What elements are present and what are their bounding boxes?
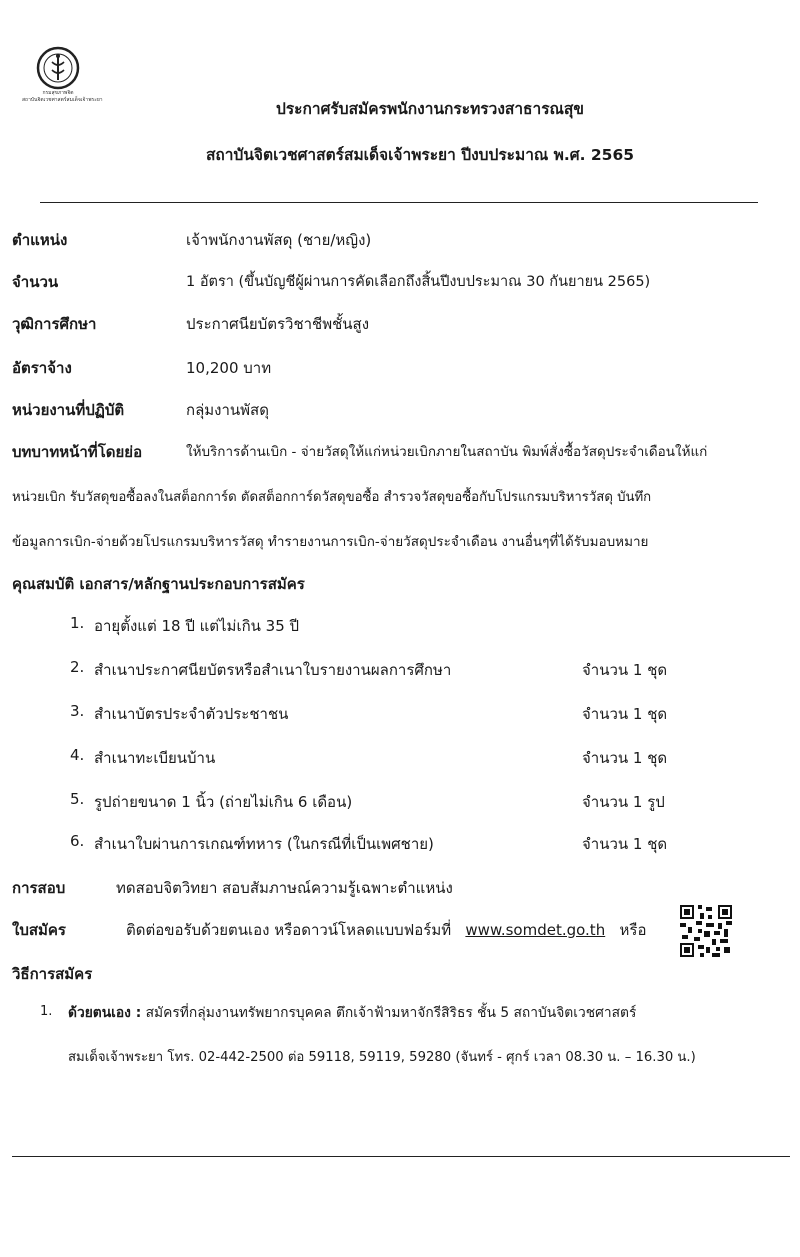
qualification-text: รูปถ่ายขนาด 1 นิ้ว (ถ่ายไม่เกิน 6 เดือน) [94, 793, 353, 811]
qualification-text: สำเนาทะเบียนบ้าน [94, 749, 216, 767]
qualification-qty: จำนวน 1 ชุด [582, 835, 668, 853]
qualification-qty: จำนวน 1 ชุด [582, 705, 668, 723]
seal-icon [36, 46, 80, 90]
education-value: ประกาศนียบัตรวิชาชีพชั้นสูง [186, 315, 370, 333]
qualification-num: 3. [70, 702, 85, 720]
title-line-1: ประกาศรับสมัครพนักงานกระทรวงสาธารณสุข [276, 100, 584, 118]
header-divider [40, 202, 758, 203]
application-text [126, 918, 646, 942]
title-line-2: สถาบันจิตเวชศาสตร์สมเด็จเจ้าพระยา ปีงบประมาณ พ.ศ. 2565 [205, 146, 635, 164]
position-label: ตำแหน่ง [12, 231, 68, 249]
logo-caption-2: สถาบันจิตเวชศาสตร์สมเด็จเจ้าพระยา [22, 97, 103, 103]
salary-value: 10,200 บาท [186, 359, 272, 377]
qualification-num: 1. [70, 614, 85, 632]
qualification-text: สำเนาใบผ่านการเกณฑ์ทหาร (ในกรณีที่เป็นเพศชาย) [94, 835, 434, 853]
salary-label: อัตราจ้าง [12, 359, 72, 377]
qualification-num: 2. [70, 658, 85, 676]
qr-code-icon[interactable] [680, 905, 732, 957]
amount-label: จำนวน [12, 273, 59, 291]
method-item-text: สมัครที่กลุ่มงานทรัพยากรบุคคล ตึกเจ้าฟ้ามหาจักรีสิริธร ชั้น 5 สถาบันจิตเวชศาสตร์ [145, 1005, 637, 1021]
method-item-bold: ด้วยตนเอง : [68, 1005, 142, 1021]
qualification-num: 5. [70, 790, 85, 808]
duty-line-2: หน่วยเบิก รับวัสดุขอซื้อลงในสต็อกการ์ด ตัดสต็อกการ์ดวัสดุขอซื้อ สำรวจวัสดุขอซื้อกับโปรแกรมบริหารวัสดุ บันทึก [12, 490, 652, 505]
website-link[interactable]: www.somdet.go.th [465, 921, 606, 939]
qualification-num: 4. [70, 746, 85, 764]
qualifications-heading: คุณสมบัติ เอกสาร/หลักฐานประกอบการสมัคร [12, 575, 305, 593]
method-item-num: 1. [40, 1004, 53, 1019]
qualification-qty: จำนวน 1 ชุด [582, 661, 668, 679]
duty-line-1: ให้บริการด้านเบิก - จ่ายวัสดุให้แก่หน่วยเบิกภายในสถาบัน พิมพ์สั่งซื้อวัสดุประจำเดือนให้แก่ [186, 444, 708, 460]
amount-value: 1 อัตรา (ขึ้นบัญชีผู้ผ่านการคัดเลือกถึงสิ้นปีงบประมาณ 30 กันยายน 2565) [186, 274, 651, 290]
duty-label: บทบาทหน้าที่โดยย่อ [12, 443, 143, 461]
exam-label: การสอบ [12, 879, 66, 897]
duty-line-3: ข้อมูลการเบิก-จ่ายด้วยโปรแกรมบริหารวัสดุ ทำรายงานการเบิก-จ่ายวัสดุประจำเดือน งานอื่นๆที่ได้รับมอบหมาย [12, 534, 649, 550]
method-item-line-1 [68, 1002, 636, 1024]
method-item-line-2: สมเด็จเจ้าพระยา โทร. 02-442-2500 ต่อ 59118, 59119, 59280 (จันทร์ - ศุกร์ เวลา 08.30 น. – 16.30 น.) [68, 1050, 696, 1065]
unit-label: หน่วยงานที่ปฏิบัติ [12, 401, 125, 419]
exam-value: ทดสอบจิตวิทยา สอบสัมภาษณ์ความรู้เฉพาะตำแหน่ง [116, 879, 453, 897]
logo-caption-1: กรมสุขภาพจิต [42, 90, 74, 96]
qualification-text: อายุตั้งแต่ 18 ปี แต่ไม่เกิน 35 ปี [94, 617, 300, 635]
position-value: เจ้าพนักงานพัสดุ (ชาย/หญิง) [186, 231, 372, 249]
application-suffix: หรือ [619, 921, 647, 939]
application-prefix: ติดต่อขอรับด้วยตนเอง หรือดาวน์โหลดแบบฟอร์มที่ [126, 921, 452, 939]
qualification-qty: จำนวน 1 รูป [582, 793, 665, 811]
education-label: วุฒิการศึกษา [12, 315, 97, 333]
application-label: ใบสมัคร [12, 921, 66, 939]
unit-value: กลุ่มงานพัสดุ [186, 401, 269, 419]
qualification-num: 6. [70, 832, 85, 850]
qualification-text: สำเนาบัตรประจำตัวประชาชน [94, 705, 289, 723]
footer-divider [12, 1156, 790, 1157]
qualification-qty: จำนวน 1 ชุด [582, 749, 668, 767]
qualification-text: สำเนาประกาศนียบัตรหรือสำเนาใบรายงานผลการศึกษา [94, 661, 452, 679]
method-heading: วิธีการสมัคร [12, 965, 93, 983]
